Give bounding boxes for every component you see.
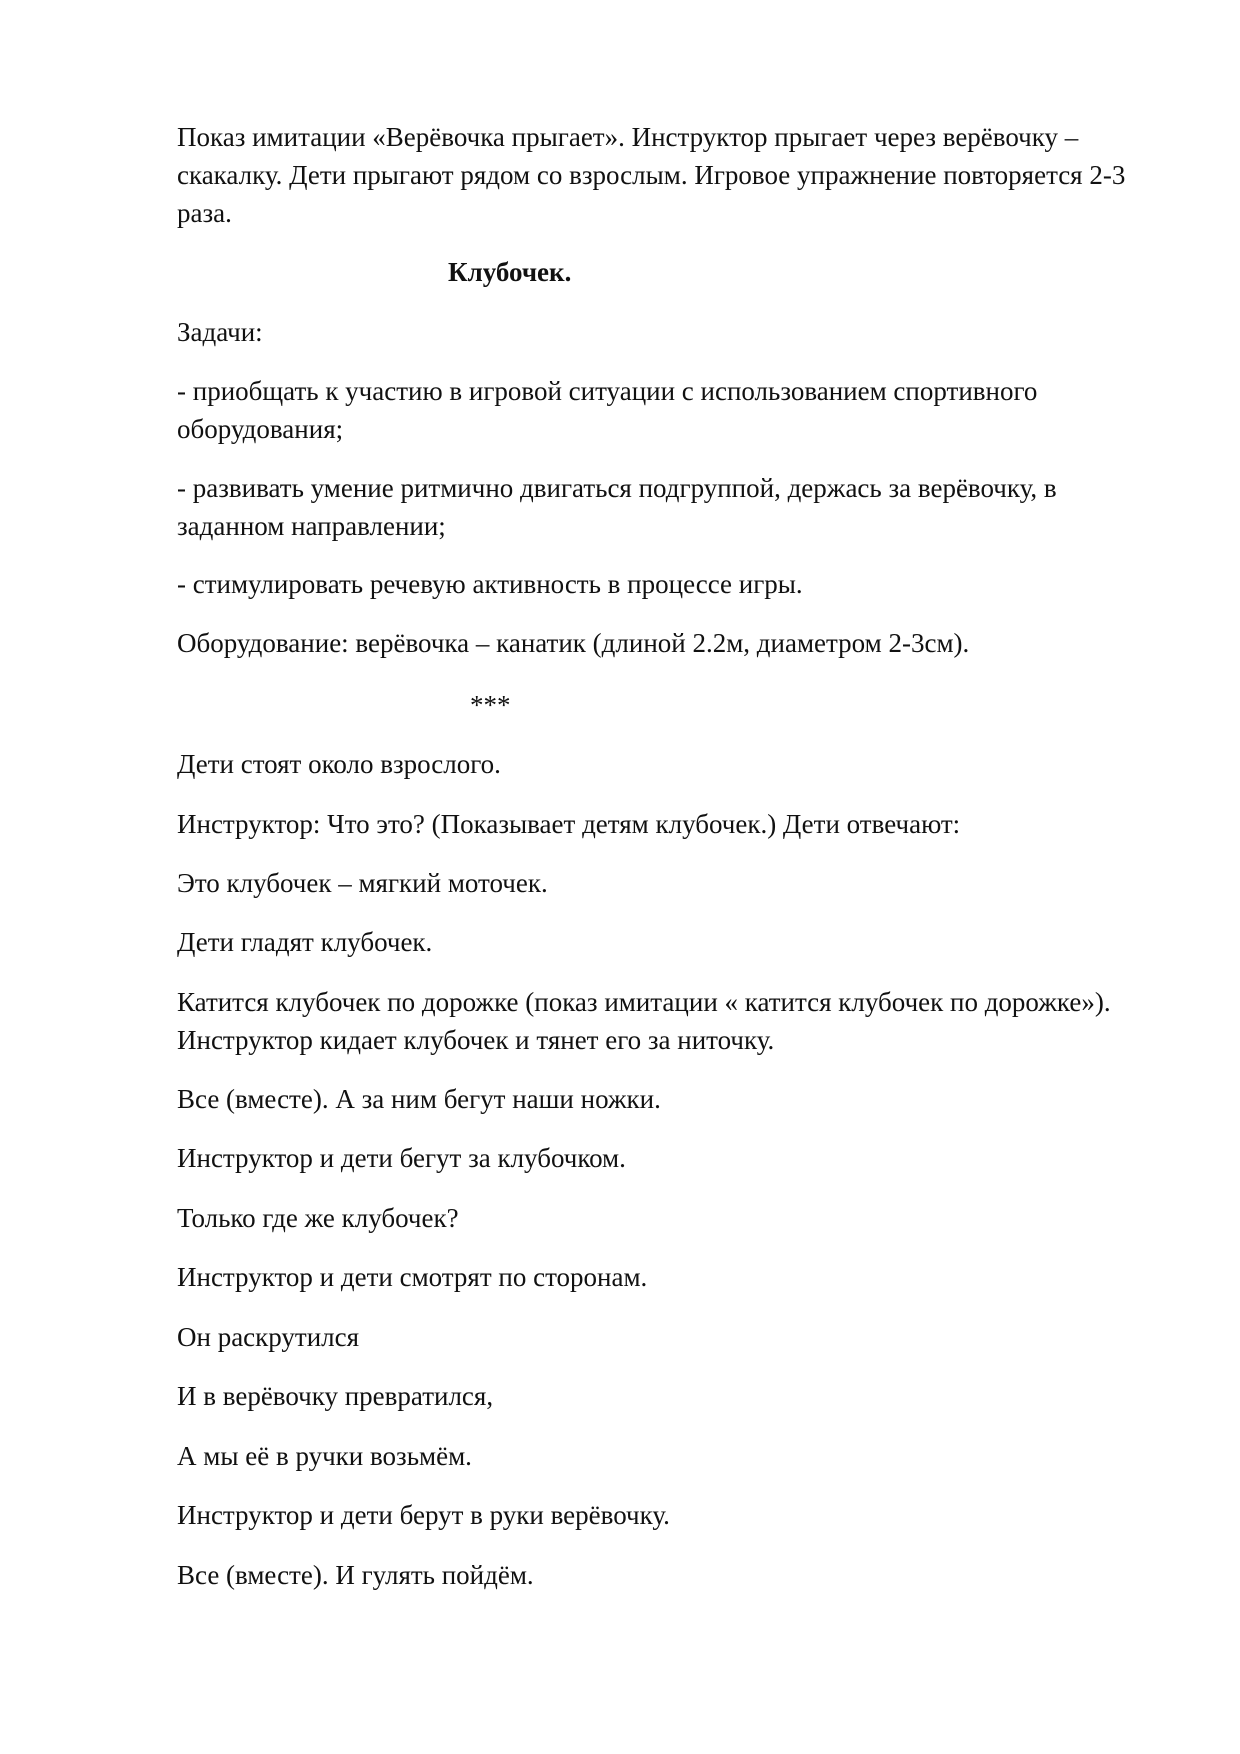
text-line: Инструктор: Что это? (Показывает детям клубочек.) Дети отвечают: — [177, 809, 961, 839]
tasks-label: Задачи: — [177, 317, 263, 347]
text-line: Только где же клубочек? — [177, 1203, 459, 1233]
text-line: Инструктор и дети бегут за клубочком. — [177, 1143, 626, 1173]
task-item-1: - приобщать к участию в игровой ситуации с использованием спортивного оборудования; — [177, 376, 1038, 444]
text-line: Дети стоят около взрослого. — [177, 749, 501, 779]
text-line: Инструктор и дети берут в руки верёвочку. — [177, 1500, 670, 1530]
intro-paragraph: Показ имитации «Верёвочка прыгает». Инструктор прыгает через верёвочку – скакалку. Дети прыгают рядом со взрослым. Игровое упражнение повторяется 2-3 раза. — [177, 122, 1126, 228]
text-line: Он раскрутился — [177, 1322, 360, 1352]
text-line: Все (вместе). И гулять пойдём. — [177, 1560, 534, 1590]
text-line: Инструктор и дети смотрят по сторонам. — [177, 1262, 648, 1292]
text-line: А мы её в ручки возьмём. — [177, 1441, 472, 1471]
task-item-2: - развивать умение ритмично двигаться подгруппой, держась за верёвочку, в заданном направлении; — [177, 473, 1057, 541]
text-line: И в верёвочку превратился, — [177, 1381, 494, 1411]
text-line: Все (вместе). А за ним бегут наши ножки. — [177, 1084, 661, 1114]
task-item-3: - стимулировать речевую активность в процессе игры. — [177, 569, 803, 599]
section-title: Клубочек. — [448, 257, 572, 287]
text-line: Катится клубочек по дорожке (показ имитации « катится клубочек по дорожке»). Инструктор кидает клубочек и тянет его за ниточку. — [177, 987, 1111, 1055]
separator-stars: *** — [470, 690, 511, 720]
equipment-paragraph: Оборудование: верёвочка – канатик (длиной 2.2м, диаметром 2-3см). — [177, 628, 970, 658]
text-line: Дети гладят клубочек. — [177, 927, 433, 957]
text-line: Это клубочек – мягкий моточек. — [177, 868, 548, 898]
